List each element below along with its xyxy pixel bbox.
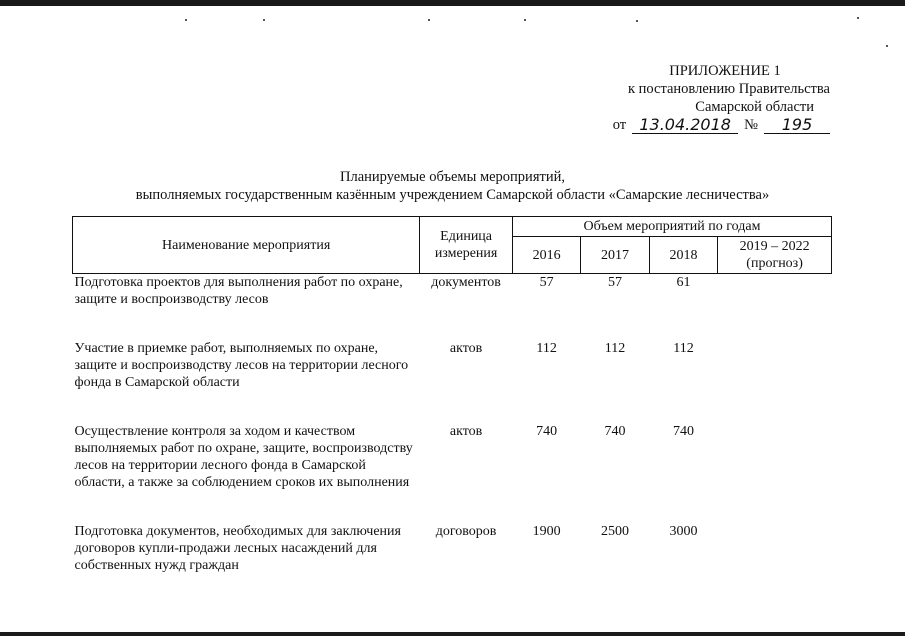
heading-line2: выполняемых государственным казённым учреждением Самарской области «Самарские лесничества» [135, 187, 770, 203]
row-name: Осуществление контроля за ходом и качеством выполняемых работ по охране, защите, воспроизводству лесов на территории лесного фонда в Самарской области, а также за соблюдением сроков их выполнения [74, 424, 413, 490]
appendix-line1: к постановлению Правительства [628, 81, 830, 97]
handwritten-date: 13.04.2018 [632, 117, 738, 134]
appendix-block [560, 62, 830, 134]
activities-table [72, 216, 832, 574]
row-unit: актов [449, 424, 483, 439]
table-row [73, 274, 832, 309]
number-prefix: № [744, 117, 758, 133]
header-year-2018: 2018 [649, 237, 717, 274]
scan-border-top [0, 0, 905, 6]
row-value-2018: 61 [676, 275, 691, 290]
scan-speck [524, 19, 526, 21]
document-heading [0, 168, 905, 204]
row-value-forecast [718, 340, 832, 391]
row-value-2016: 740 [536, 424, 558, 439]
appendix-title: ПРИЛОЖЕНИЕ 1 [669, 63, 781, 79]
row-value-2017: 112 [604, 341, 626, 356]
row-value-2017: 2500 [601, 524, 630, 539]
row-value-forecast [718, 423, 832, 491]
table-row [73, 423, 832, 491]
appendix-line2: Самарской области [695, 99, 814, 115]
row-unit: договоров [435, 524, 497, 539]
header-volume-group: Объем мероприятий по годам [512, 217, 831, 237]
row-spacer [73, 391, 832, 423]
header-year-2017: 2017 [581, 237, 649, 274]
row-spacer [73, 308, 832, 340]
row-value-2017: 740 [604, 424, 626, 439]
row-value-2017: 57 [608, 275, 623, 290]
scan-speck [185, 19, 187, 21]
row-name: Подготовка документов, необходимых для заключения договоров купли-продажи лесных насаждений для собственных нужд граждан [74, 524, 401, 573]
row-value-2016: 57 [539, 275, 554, 290]
row-unit: документов [431, 275, 501, 290]
row-value-2018: 3000 [669, 524, 698, 539]
scan-speck [857, 17, 859, 19]
date-prefix: от [612, 117, 627, 133]
row-value-forecast [718, 523, 832, 574]
header-unit: Единица измерения [420, 217, 513, 274]
row-spacer [73, 491, 832, 523]
row-unit: актов [449, 341, 483, 356]
scan-speck [636, 20, 638, 22]
row-name: Участие в приемке работ, выполняемых по охране, защите и воспроизводству лесов на территории лесного фонда в Самарской области [74, 341, 409, 390]
table-row [73, 523, 832, 574]
scan-speck [886, 45, 888, 47]
table-row [73, 340, 832, 391]
appendix-date-line [613, 116, 830, 134]
row-value-2018: 740 [672, 424, 694, 439]
row-value-2018: 112 [673, 341, 694, 356]
row-value-forecast [718, 274, 832, 309]
row-value-2016: 1900 [532, 524, 561, 539]
scan-border-bottom [0, 632, 905, 636]
scan-speck [263, 19, 265, 21]
row-value-2016: 112 [536, 341, 557, 356]
heading-line1: Планируемые объемы мероприятий, [340, 169, 565, 185]
scan-speck [428, 19, 430, 21]
row-name: Подготовка проектов для выполнения работ по охране, защите и воспроизводству лесов [74, 275, 403, 307]
header-year-forecast: 2019 – 2022 (прогноз) [718, 237, 832, 274]
handwritten-number: 195 [764, 117, 830, 134]
header-year-2016: 2016 [512, 237, 580, 274]
header-name: Наименование мероприятия [73, 217, 420, 274]
